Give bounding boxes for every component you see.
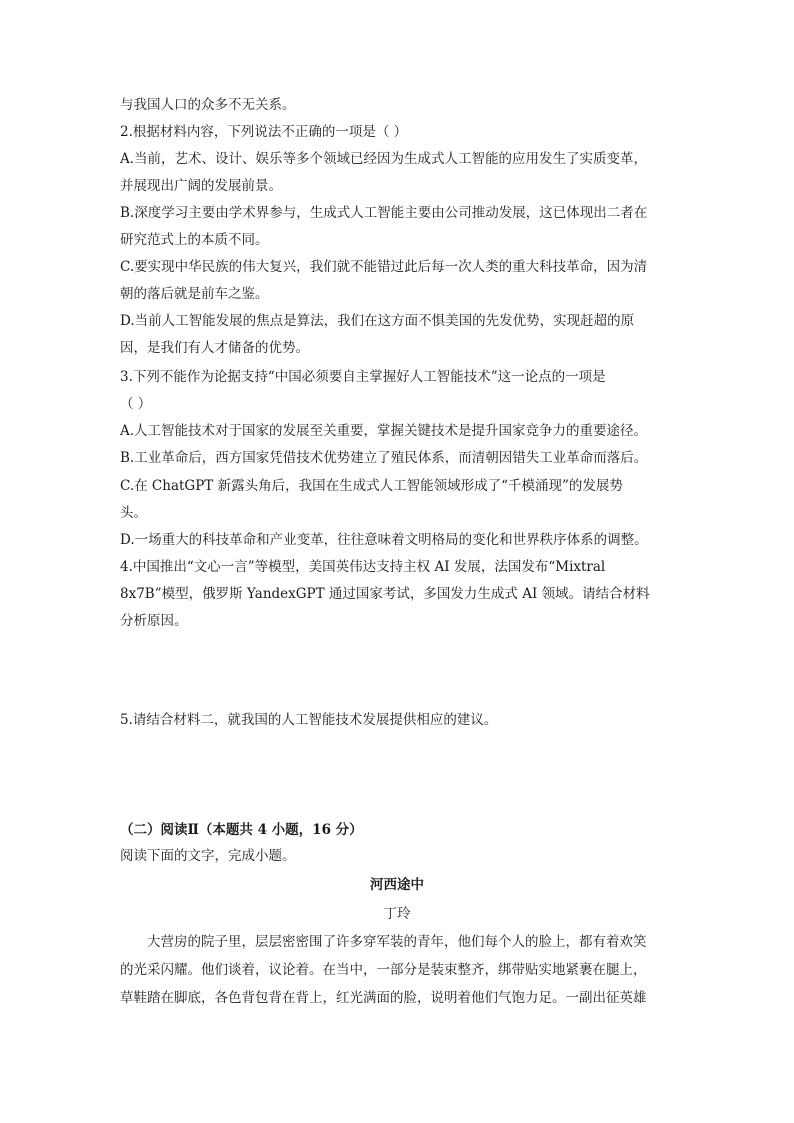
passage-title: 河西途中 bbox=[370, 877, 424, 893]
passage-author: 丁玲 bbox=[383, 906, 411, 922]
question-5: 5.请结合材料二，就我国的人工智能技术发展提供相应的建议。 bbox=[120, 712, 498, 728]
passage-line: 草鞋踏在脚底，各色背包背在背上，红光满面的脸，说明着他们气饱力足。一副出征英雄 bbox=[120, 990, 647, 1006]
text-line: 与我国人口的众多不无关系。 bbox=[120, 97, 296, 113]
question-2: 2.根据材料内容，下列说法不正确的一项是（ ） bbox=[120, 124, 408, 140]
question-3-blank: （ ） bbox=[120, 396, 152, 412]
option-2b: B.深度学习主要由学术界参与，生成式人工智能主要由公司推动发展，这已体现出二者在 bbox=[120, 205, 648, 221]
text-line: 研究范式上的本质不同。 bbox=[120, 232, 269, 248]
option-2c: C.要实现中华民族的伟大复兴，我们就不能错过此后每一次人类的重大科技革命，因为清 bbox=[120, 259, 648, 275]
option-3c: C.在 ChatGPT 新露头角后，我国在生成式人工智能领域形成了“千模涌现”的发展势 bbox=[120, 478, 623, 494]
text-line: 因，是我们有人才储备的优势。 bbox=[120, 340, 309, 356]
option-3a: A.人工智能技术对于国家的发展至关重要，掌握关键技术是提升国家竞争力的重要途径。 bbox=[120, 423, 648, 439]
instruction: 阅读下面的文字，完成小题。 bbox=[120, 848, 296, 864]
option-3d: D.一场重大的科技革命和产业变革，往往意味着文明格局的变化和世界秩序体系的调整。 bbox=[120, 532, 648, 548]
text-line: 分析原因。 bbox=[120, 613, 188, 629]
passage-paragraph: 大营房的院子里，层层密密围了许多穿军装的青年，他们每个人的脸上，都有着欢笑 bbox=[147, 934, 647, 950]
section-heading: （二）阅读Ⅱ（本题共 4 小题，16 分） bbox=[120, 822, 363, 838]
text-line: 8x7B”模型，俄罗斯 YandexGPT 通过国家考试，多国发力生成式 AI 领域。请结合材料 bbox=[120, 586, 650, 602]
option-2d: D.当前人工智能发展的焦点是算法，我们在这方面不惧美国的先发优势，实现赶超的原 bbox=[120, 313, 635, 329]
option-2a: A.当前，艺术、设计、娱乐等多个领域已经因为生成式人工智能的应用发生了实质变革， bbox=[120, 151, 648, 167]
option-3b: B.工业革命后，西方国家凭借技术优势建立了殖民体系，而清朝因错失工业革命而落后。 bbox=[120, 450, 648, 466]
question-3: 3.下列不能作为论据支持“中国必须要自主掌握好人工智能技术”这一论点的一项是 bbox=[120, 369, 606, 385]
text-line: 朝的落后就是前车之鉴。 bbox=[120, 286, 269, 302]
text-line: 头。 bbox=[120, 505, 147, 521]
text-line: 并展现出广阔的发展前景。 bbox=[120, 178, 282, 194]
question-4: 4.中国推出“文心一言”等模型，美国英伟达支持主权 AI 发展，法国发布“Mixtral bbox=[120, 559, 606, 575]
passage-line: 的光采闪耀。他们谈着，议论着。在当中，一部分是装束整齐，绑带贴实地紧裹在腿上， bbox=[120, 962, 647, 978]
